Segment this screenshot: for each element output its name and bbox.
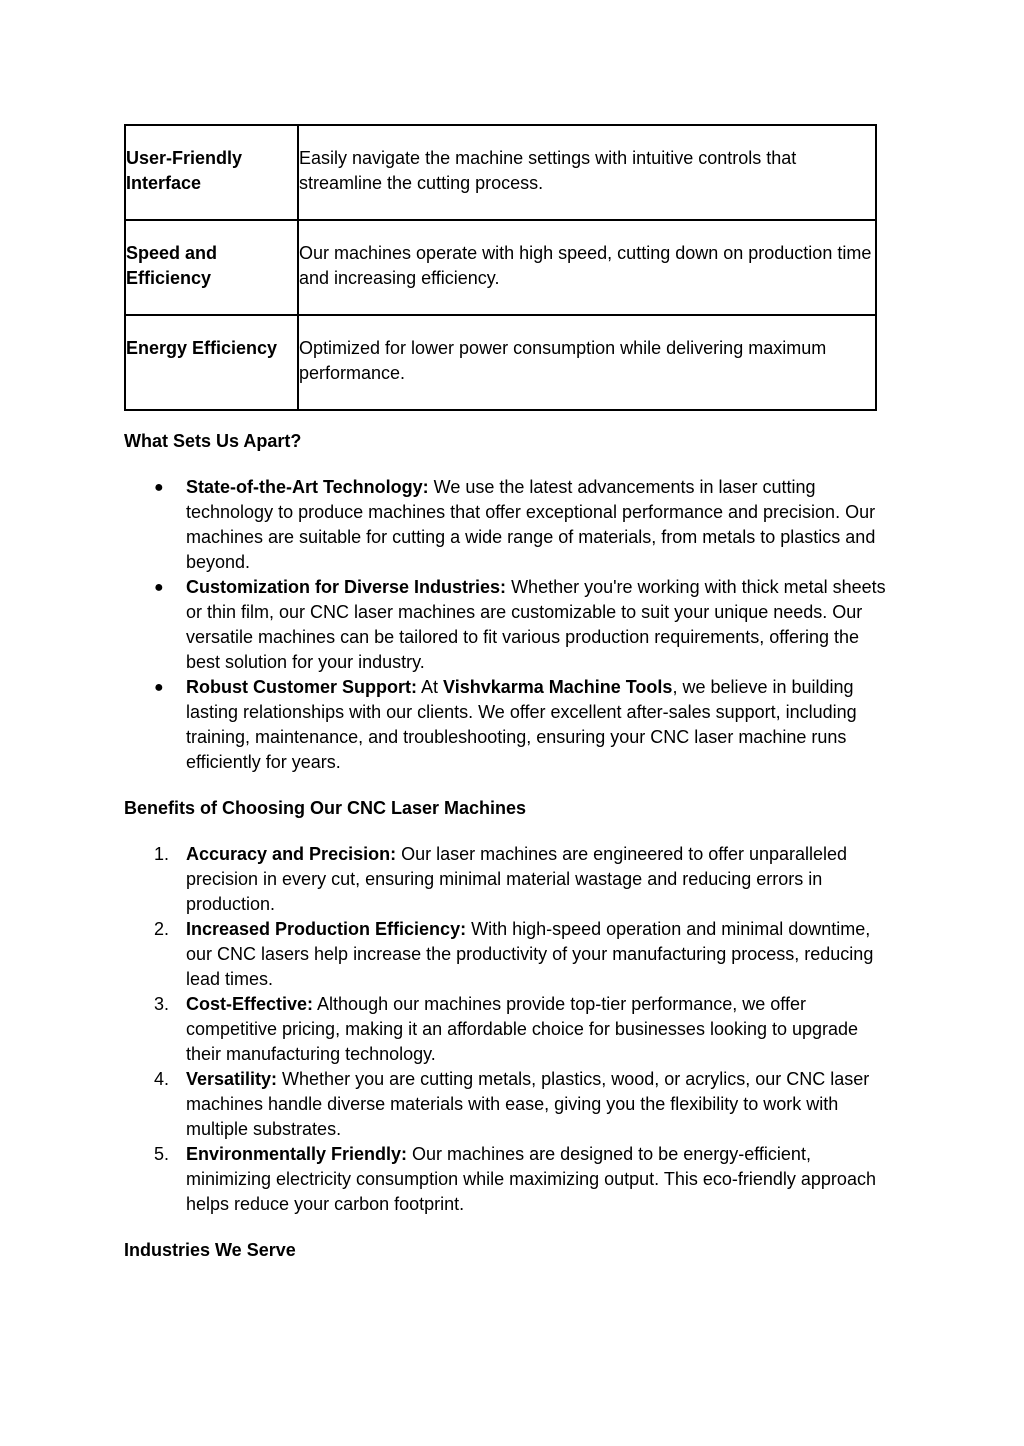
item-title: Environmentally Friendly:	[186, 1144, 408, 1164]
item-text: , we believe in building lasting relationships with our clients. We offer excellent after-sales support, including training, maintenance, and troubleshooting, ensuring your CNC laser machine runs efficiently for years.	[186, 677, 857, 772]
item-text: With high-speed operation and minimal downtime, our CNC lasers help increase the productivity of your manufacturing process, reducing lead times.	[186, 919, 874, 989]
document-page	[124, 124, 894, 1263]
item-number: 3.	[154, 994, 170, 1014]
section-heading-industries: Industries We Serve	[124, 1240, 296, 1260]
item-title: Robust Customer Support:	[186, 677, 417, 697]
table-row	[125, 315, 876, 410]
feature-description: Our machines operate with high speed, cutting down on production time and increasing efficiency.	[298, 220, 876, 315]
list-item	[124, 1067, 894, 1142]
item-title: Increased Production Efficiency:	[186, 919, 467, 939]
item-number: 2.	[154, 919, 170, 939]
item-text-before: At	[417, 677, 444, 697]
list-item	[124, 575, 894, 675]
item-number: 4.	[154, 1069, 170, 1089]
item-text: Whether you're working with thick metal sheets or thin film, our CNC laser machines are customizable to suit your unique needs. Our versatile machines can be tailored to fit various production requirements, offering the best solution for your industry.	[186, 577, 886, 672]
apart-list	[124, 475, 894, 775]
item-title: State-of-the-Art Technology:	[186, 477, 429, 497]
bullet-icon: ●	[154, 579, 164, 596]
benefits-list	[124, 842, 894, 1217]
item-title: Cost-Effective:	[186, 994, 314, 1014]
feature-description: Optimized for lower power consumption while delivering maximum performance.	[298, 315, 876, 410]
bullet-icon: ●	[154, 479, 164, 496]
list-item	[124, 475, 894, 575]
section-heading-apart: What Sets Us Apart?	[124, 431, 302, 451]
features-table	[124, 124, 877, 411]
feature-label: Energy Efficiency	[125, 315, 298, 410]
item-text: Whether you are cutting metals, plastics, wood, or acrylics, our CNC laser machines handle diverse materials with ease, giving you the flexibility to work with multiple substrates.	[186, 1069, 870, 1139]
item-text: Our laser machines are engineered to offer unparalleled precision in every cut, ensuring minimal material wastage and reducing errors in production.	[186, 844, 848, 914]
list-item	[124, 675, 894, 775]
feature-label: Speed and Efficiency	[125, 220, 298, 315]
item-title: Versatility:	[186, 1069, 278, 1089]
feature-label: User-Friendly Interface	[125, 125, 298, 220]
item-title: Accuracy and Precision:	[186, 844, 397, 864]
section-heading-benefits: Benefits of Choosing Our CNC Laser Machines	[124, 798, 527, 818]
item-number: 5.	[154, 1144, 170, 1164]
feature-description: Easily navigate the machine settings with intuitive controls that streamline the cutting process.	[298, 125, 876, 220]
bullet-icon: ●	[154, 679, 164, 696]
table-row	[125, 125, 876, 220]
item-text: Our machines are designed to be energy-efficient, minimizing electricity consumption while maximizing output. This eco-friendly approach helps reduce your carbon footprint.	[186, 1144, 876, 1214]
item-text: Although our machines provide top-tier performance, we offer competitive pricing, making it an affordable choice for businesses looking to upgrade their manufacturing technology.	[186, 994, 859, 1064]
table-row	[125, 220, 876, 315]
item-text: We use the latest advancements in laser cutting technology to produce machines that offer exceptional performance and precision. Our machines are suitable for cutting a wide range of materials, from metals to plastics and beyond.	[186, 477, 876, 572]
company-name: Vishvkarma Machine Tools	[443, 677, 673, 697]
list-item	[124, 992, 894, 1067]
item-title: Customization for Diverse Industries:	[186, 577, 507, 597]
item-number: 1.	[154, 844, 170, 864]
list-item	[124, 917, 894, 992]
list-item	[124, 842, 894, 917]
list-item	[124, 1142, 894, 1217]
